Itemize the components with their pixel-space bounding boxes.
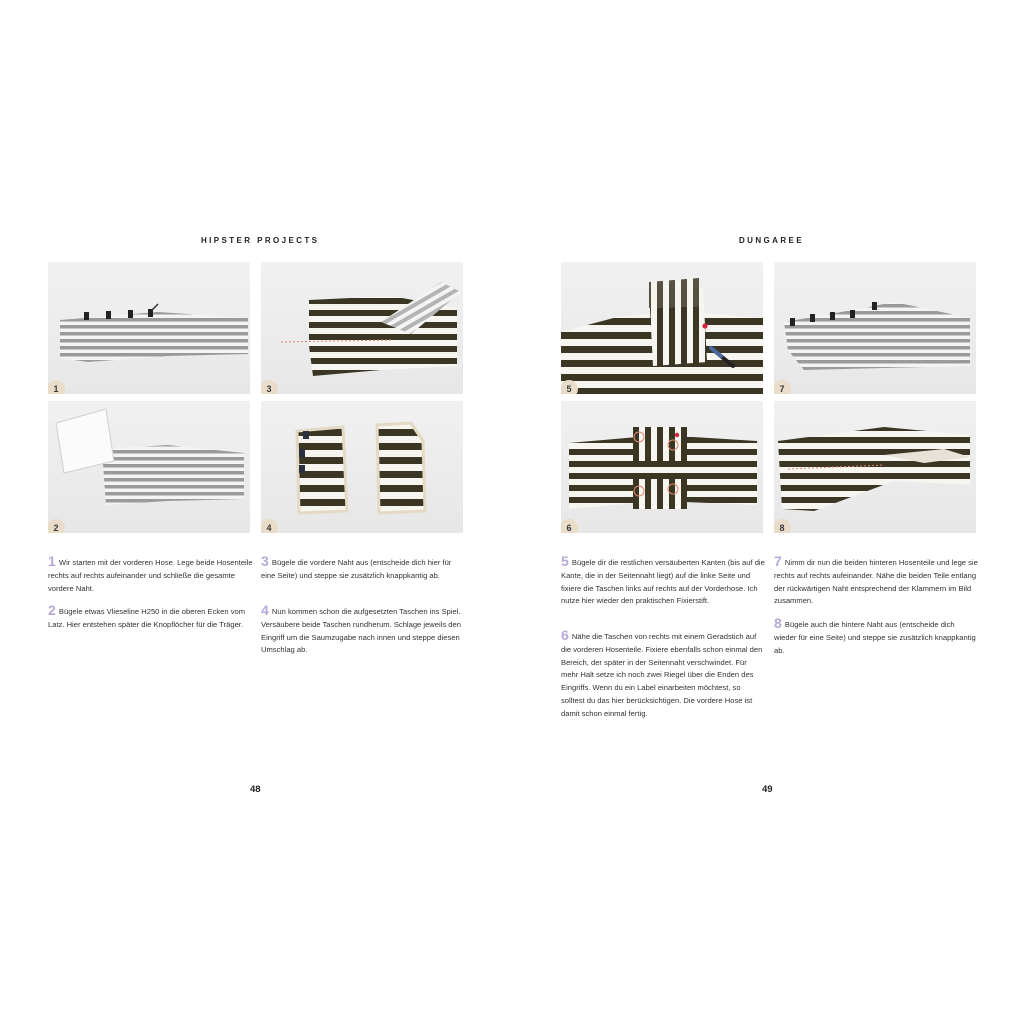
- step-body-7: Nimm dir nun die beiden hinteren Hosenteile und lege sie rechts auf rechts aufeinander. Nähe die beiden Teile entlang der rückwärtigen Naht entsprechend der Klammern im Bild zusammen.: [774, 558, 978, 606]
- step-3-text: [261, 555, 466, 583]
- step-2-text: [48, 604, 253, 632]
- fabric-pockets-illustration: [261, 401, 463, 533]
- page-number-left: 48: [250, 784, 261, 795]
- step-badge-2: 2: [48, 519, 65, 533]
- step-badge-7: 7: [774, 380, 791, 394]
- step-body-2: Bügele etwas Vlieseline H250 in die oberen Ecken vom Latz. Hier entstehen später die Knopflöcher für die Träger.: [48, 607, 246, 629]
- step-badge-4: 4: [261, 519, 278, 533]
- step-4-text: [261, 604, 466, 657]
- fabric-grey-interfacing-illustration: [48, 401, 250, 533]
- step-body-4: Nun kommen schon die aufgesetzten Taschen ins Spiel. Versäubere beide Taschen rundherum. Schlage jeweils den Eingriff um die Saumzugabe nach innen und steppe diesen Umschlag ab.: [261, 607, 461, 655]
- photo-step-8: [774, 401, 976, 533]
- photo-step-7: [774, 262, 976, 394]
- step-badge-5: 5: [561, 380, 578, 394]
- photo-step-2: [48, 401, 250, 533]
- step-6-text: [561, 629, 766, 721]
- step-number-8: 8: [774, 615, 782, 631]
- photo-step-5: [561, 262, 763, 394]
- step-7-text: [774, 555, 979, 608]
- step-number-7: 7: [774, 553, 782, 569]
- step-body-1: Wir starten mit der vorderen Hose. Lege beide Hosenteile rechts auf rechts aufeinander und schließe die gesamte vordere Naht.: [48, 558, 253, 593]
- fabric-front-stitched-pockets-illustration: [561, 401, 763, 533]
- step-body-5: Bügele dir die restlichen versäuberten Kanten (bis auf die Kante, die in der Seitennaht liegt) auf die linke Seite und fixiere die Taschen links auf rechts auf der Vorderhose. Ich nutze hier wieder den praktischen Fixierstift.: [561, 558, 765, 606]
- fabric-grey-back-pieces-illustration: [774, 262, 976, 394]
- step-number-4: 4: [261, 602, 269, 618]
- step-number-1: 1: [48, 553, 56, 569]
- step-5-text: [561, 555, 766, 608]
- step-number-5: 5: [561, 553, 569, 569]
- step-body-3: Bügele die vordere Naht aus (entscheide dich hier für eine Seite) und steppe sie zusätzlich knappkantig ab.: [261, 558, 452, 580]
- step-body-6: Nähe die Taschen von rechts mit einem Geradstich auf die vorderen Hosenteile. Fixiere ebenfalls schon einmal den Bereich, der später in der Seitennaht verschwindet. Für mehr Halt setze ich noch zwei Riegel über die Enden des Eingriffs. Wenn du ein Label einarbeiten möchtest, so solltest du das hier berücksichtigen. Die vordere Hose ist damit schon einmal fertig.: [561, 632, 763, 718]
- step-1-text: [48, 555, 253, 595]
- step-badge-3: 3: [261, 380, 278, 394]
- step-body-8: Bügele auch die hintere Naht aus (entscheide dich wieder für eine Seite) und steppe sie zusätzlich knappkantig ab.: [774, 620, 976, 655]
- step-number-2: 2: [48, 602, 56, 618]
- running-header-right: DUNGAREE: [739, 236, 804, 245]
- step-number-6: 6: [561, 627, 569, 643]
- page-number-right: 49: [762, 784, 773, 795]
- photo-step-4: [261, 401, 463, 533]
- fabric-grey-pieces-illustration: [48, 262, 250, 394]
- running-header-left: HIPSTER PROJECTS: [201, 236, 320, 245]
- step-badge-1: 1: [48, 380, 65, 394]
- fabric-front-with-pockets-illustration: [561, 262, 763, 394]
- step-8-text: [774, 617, 979, 657]
- fabric-back-seam-illustration: [774, 401, 976, 533]
- step-badge-6: 6: [561, 519, 578, 533]
- photo-step-3: [261, 262, 463, 394]
- photo-step-6: [561, 401, 763, 533]
- photo-step-1: [48, 262, 250, 394]
- fabric-dark-pieces-illustration: [261, 262, 463, 394]
- step-number-3: 3: [261, 553, 269, 569]
- step-badge-8: 8: [774, 519, 791, 533]
